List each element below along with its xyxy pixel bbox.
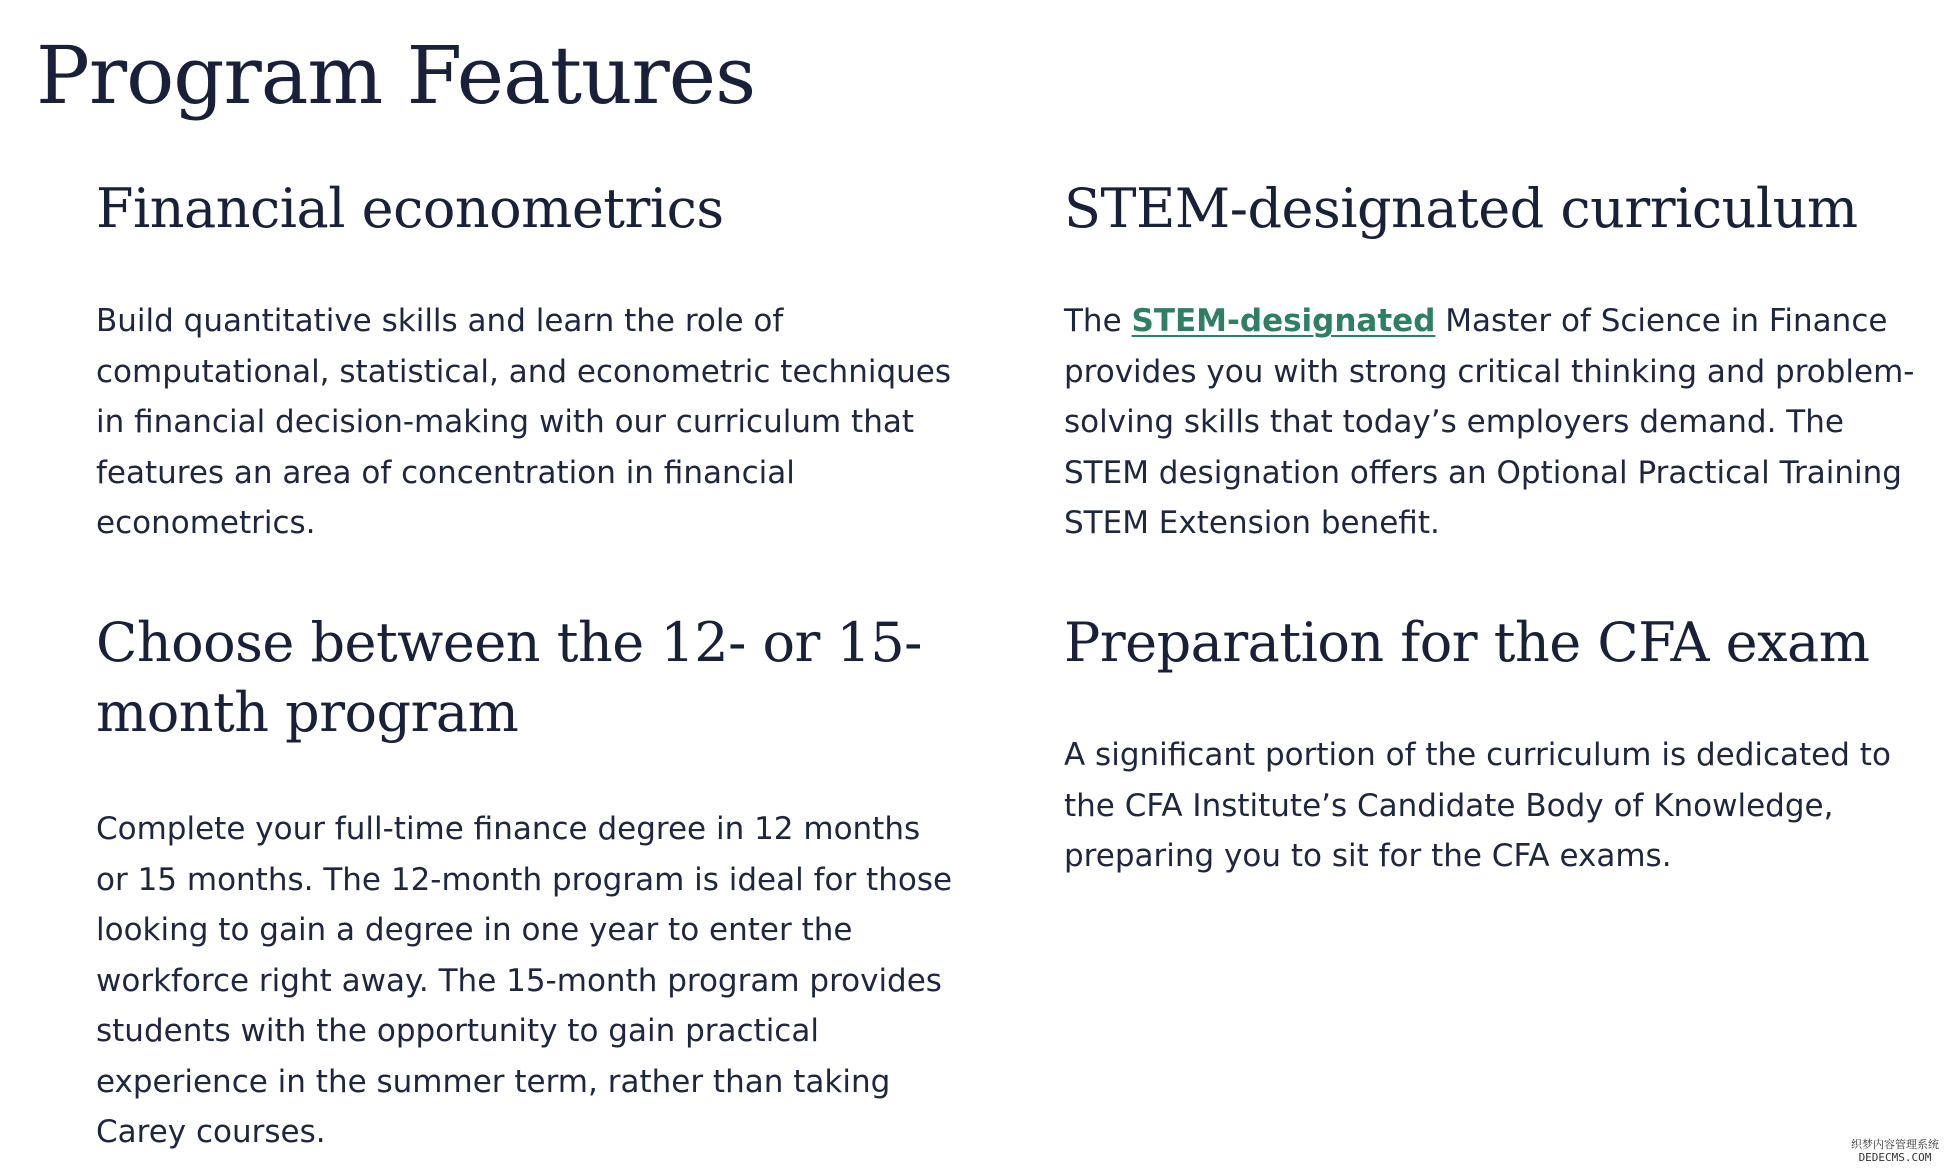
feature-description: Build quantitative skills and learn the role of computational, statistical, and econometric techniques in financial decision-making with our curriculum that features an area of concentration in financial econometrics. bbox=[96, 303, 952, 541]
feature-description bbox=[1064, 296, 1924, 549]
watermark-line: DEDECMS.COM bbox=[1858, 1151, 1932, 1164]
feature-program-length bbox=[96, 608, 976, 1150]
description-text-before-link: The bbox=[1064, 303, 1132, 339]
feature-financial-econometrics bbox=[96, 174, 956, 541]
stem-designated-link[interactable]: STEM-designated bbox=[1131, 303, 1436, 339]
page-title: Program Features bbox=[36, 29, 756, 122]
feature-description: A significant portion of the curriculum is dedicated to the CFA Institute’s Candidate Body of Knowledge, preparing you to sit for the CFA exams. bbox=[1064, 737, 1891, 874]
feature-heading: Financial econometrics bbox=[96, 177, 724, 240]
feature-heading: Preparation for the CFA exam bbox=[1064, 611, 1870, 674]
description-text-after-link: Master of Science in Finance provides you with strong critical thinking and problem-solving skills that today’s employers demand. The STEM designation offers an Optional Practical Training STEM Extension benefit. bbox=[1064, 303, 1915, 541]
feature-description: Complete your full-time finance degree in 12 months or 15 months. The 12-month program is ideal for those looking to gain a degree in one year to enter the workforce right away. The 15-month program provides students with the opportunity to gain practical experience in the summer term, rather than taking Carey courses. bbox=[96, 811, 953, 1150]
watermark-line: 织梦内容管理系统 bbox=[1851, 1138, 1939, 1151]
feature-heading: Choose between the 12- or 15-month program bbox=[96, 611, 922, 744]
feature-cfa-preparation bbox=[1064, 608, 1924, 874]
watermark bbox=[1840, 1138, 1950, 1164]
feature-stem-curriculum bbox=[1064, 174, 1924, 541]
feature-heading: STEM-designated curriculum bbox=[1064, 177, 1858, 240]
